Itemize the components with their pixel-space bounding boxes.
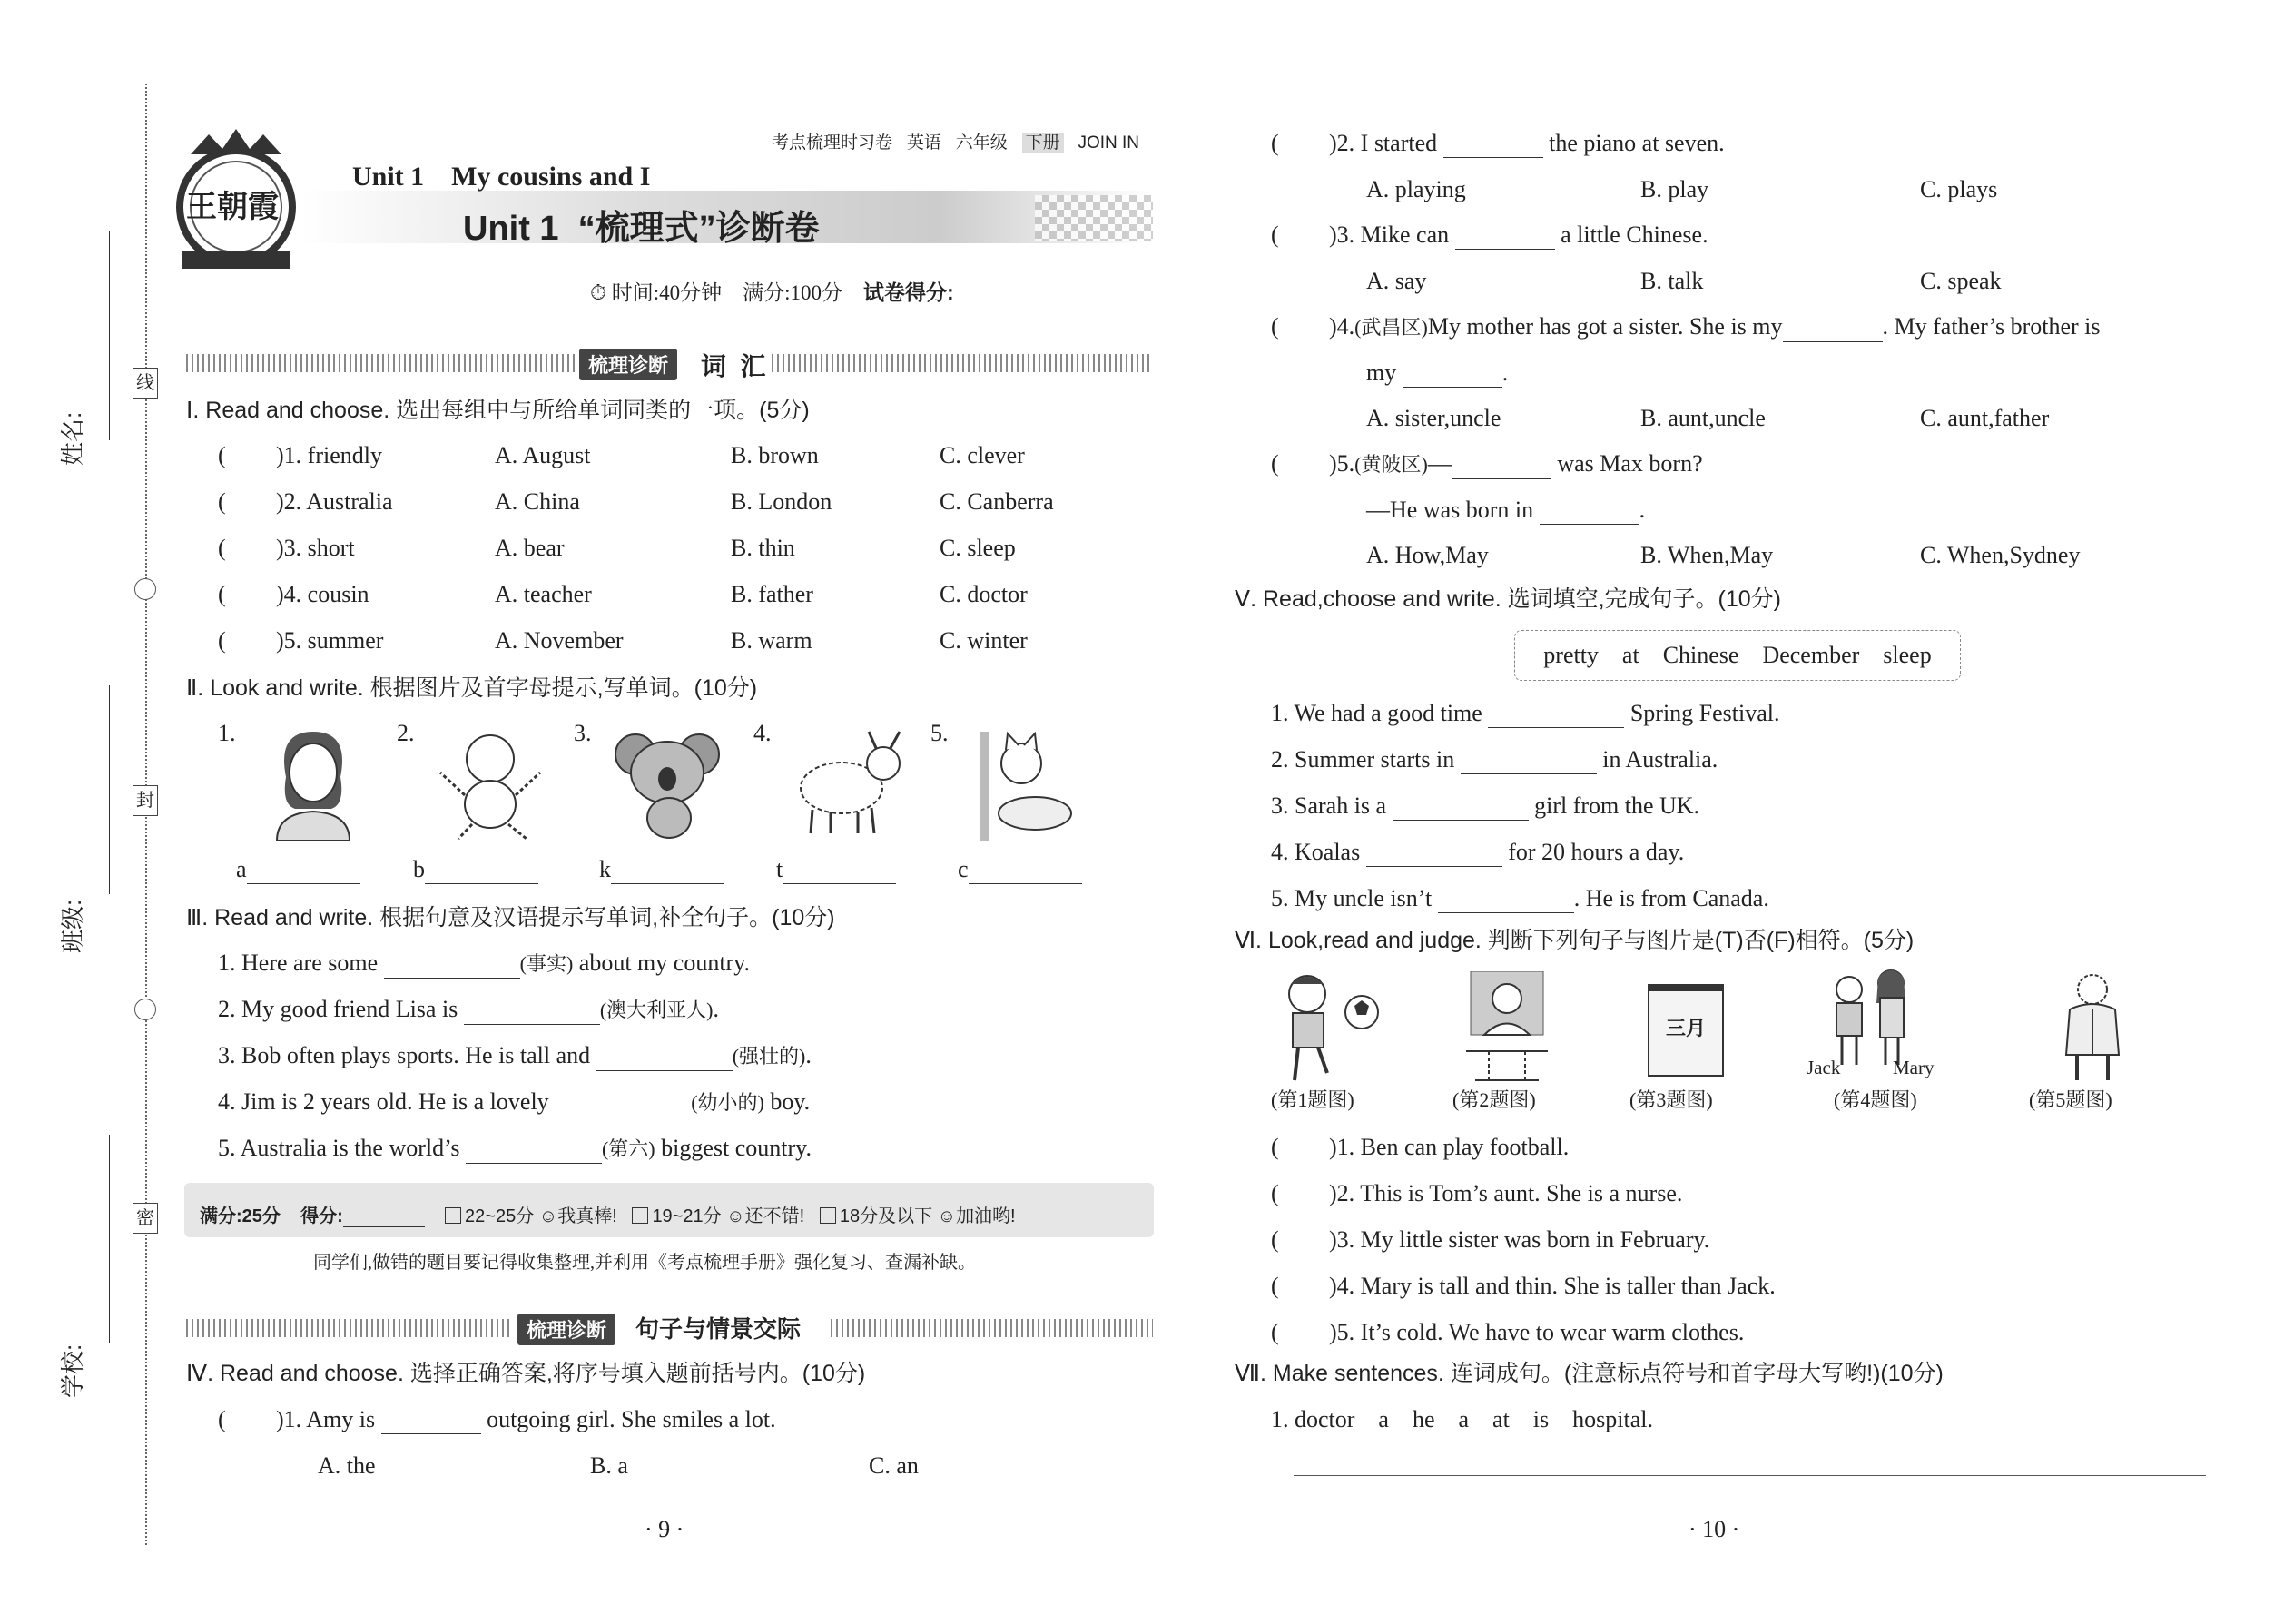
q6-caption: (第3题图): [1629, 1088, 1713, 1111]
answer-blank[interactable]: [1488, 705, 1624, 728]
q6-caption: (第4题图): [1834, 1088, 1917, 1111]
q6-item: ( )2. This is Tom’s aunt. She is a nurse.: [1271, 1180, 1683, 1206]
q6-caption: (第2题图): [1452, 1088, 1536, 1111]
q6-pictures: [1253, 971, 2161, 1117]
series-name: 考点梳理时习卷: [772, 133, 893, 153]
q6-item: ( )4. Mary is tall and thin. She is taller than Jack.: [1271, 1273, 1776, 1299]
smiley-icon: ☺: [726, 1206, 745, 1226]
q1-option: C. Canberra: [940, 488, 1054, 515]
answer-paren[interactable]: (: [218, 442, 226, 468]
q3-item: 2. My good friend Lisa is (澳大利亚人).: [218, 995, 719, 1025]
bar-full: 满分:25分: [200, 1206, 281, 1226]
q1-option: A. bear: [495, 535, 565, 561]
q4-option: A. How,May: [1366, 542, 1489, 568]
q2-blank[interactable]: t: [776, 855, 896, 884]
bar-score: 得分:: [300, 1206, 343, 1226]
q4-option: A. sister,uncle: [1366, 405, 1501, 431]
q3-item: 1. Here are some (事实) about my country.: [218, 949, 750, 979]
q5-item: 4. Koalas for 20 hours a day.: [1271, 839, 1685, 865]
school-field[interactable]: [54, 1135, 136, 1407]
q2-num: 3.: [574, 720, 592, 746]
q3-item: 4. Jim is 2 years old. He is a lovely (幼小的) boy.: [218, 1088, 810, 1117]
q1-option: A. August: [495, 442, 591, 468]
grade: 六年级: [955, 133, 1008, 153]
q1-option: B. father: [731, 581, 813, 607]
answer-blank[interactable]: [1455, 227, 1555, 250]
banner-right-1: [772, 354, 1153, 372]
answer-paren[interactable]: (: [1271, 1226, 1279, 1253]
q2-blank[interactable]: k: [599, 855, 724, 884]
q6-item: ( )5. It’s cold. We have to wear warm clothes.: [1271, 1319, 1745, 1345]
q4-option: B. play: [1640, 176, 1709, 202]
q2-num: 2.: [397, 720, 415, 746]
q2-num: 1.: [218, 720, 236, 746]
q3-item: 3. Bob often plays sports. He is tall and (强壮的).: [218, 1041, 812, 1071]
q1-option: C. winter: [940, 627, 1028, 654]
checkbox-opt3[interactable]: [820, 1207, 836, 1224]
q4-option: C. aunt,father: [1920, 405, 2050, 431]
q4-option: A. playing: [1366, 176, 1466, 202]
q1-option: B. warm: [731, 627, 812, 654]
q4-item-4: ( )4.(武昌区)My mother has got a sister. She is my . My father’s brother is: [1271, 312, 2101, 342]
answer-paren[interactable]: (: [1271, 1134, 1279, 1160]
cat-picture-icon: [962, 723, 1089, 841]
answer-blank[interactable]: [1443, 135, 1543, 158]
q4-item-5-line2: —He was born in .: [1366, 497, 1646, 523]
koala-picture-icon: [604, 723, 731, 841]
q4-item-3: ( )3. Mike can a little Chinese.: [1271, 221, 1708, 248]
answer-paren[interactable]: (: [1271, 313, 1279, 340]
boy-football-picture-icon: [1271, 971, 1389, 1085]
answer-paren[interactable]: (: [1271, 1319, 1279, 1345]
q4-option: C. an: [869, 1452, 919, 1479]
q2-num: 4.: [753, 720, 772, 746]
answer-paren[interactable]: (: [1271, 1273, 1279, 1299]
time-limit: 时间:40分钟: [611, 281, 723, 304]
answer-paren[interactable]: (: [1271, 221, 1279, 248]
q4-item-2: ( )2. I started the piano at seven.: [1271, 130, 1725, 156]
name-field[interactable]: [54, 231, 136, 504]
page-title: Unit 1 “梳理式”诊断卷: [463, 210, 820, 248]
answer-paren[interactable]: (: [218, 581, 226, 607]
edition: JOIN IN: [1078, 133, 1139, 153]
q2-num: 5.: [930, 720, 949, 746]
checkbox-opt1[interactable]: [445, 1207, 461, 1224]
name-label: 姓名:: [59, 411, 86, 466]
aunt-picture-icon: [250, 723, 377, 841]
q6-caption: (第5题图): [2029, 1088, 2112, 1111]
section-title-sentences: 句子与情景交际: [635, 1315, 802, 1343]
answer-blank[interactable]: [1403, 365, 1502, 388]
q4-option: C. plays: [1920, 176, 1998, 202]
class-field[interactable]: [54, 685, 136, 958]
q1-option: C. clever: [940, 442, 1025, 468]
q2-blank[interactable]: b: [413, 855, 538, 884]
banner-right-2: [831, 1319, 1153, 1337]
q7-item: 1. doctor a he a at is hospital.: [1271, 1406, 1653, 1432]
q5-title: Ⅴ. Read,choose and write. 选词填空,完成句子。(10分): [1235, 586, 1782, 612]
calendar-picture-icon: [1648, 984, 1724, 1077]
answer-blank[interactable]: [1452, 457, 1551, 479]
q5-item: 2. Summer starts in in Australia.: [1271, 746, 1718, 773]
q4-option: B. a: [590, 1452, 628, 1479]
nurse-picture-icon: [1457, 971, 1557, 1085]
clock-icon: ⏱: [590, 281, 606, 304]
series-info: [772, 129, 1139, 153]
banner-left-2: [186, 1319, 513, 1337]
review-note: 同学们,做错的题目要记得收集整理,并利用《考点梳理手册》强化复习、查漏补缺。: [313, 1253, 976, 1273]
answer-blank[interactable]: [1540, 502, 1639, 525]
seal-feng: 封: [133, 785, 158, 816]
section-tag-2: 梳理诊断: [517, 1314, 615, 1345]
answer-blank[interactable]: [555, 1095, 691, 1117]
seal-mi: 密: [133, 1203, 158, 1234]
q1-option: C. sleep: [940, 535, 1016, 561]
binding-circle-2: [134, 999, 156, 1020]
q1-option: C. doctor: [940, 581, 1028, 607]
q1-option: A. teacher: [495, 581, 592, 607]
q5-item: 3. Sarah is a girl from the UK.: [1271, 792, 1700, 819]
toy-ox-picture-icon: [785, 723, 912, 841]
section-title-vocab: 词 汇: [701, 352, 766, 380]
q6-item: ( )3. My little sister was born in February.: [1271, 1226, 1710, 1253]
q1-title: Ⅰ. Read and choose. 选出每组中与所给单词同类的一项。(5分): [186, 398, 810, 423]
banner-left-1: [186, 354, 576, 372]
q4-option: C. speak: [1920, 268, 2002, 294]
word-box: pretty at Chinese December sleep: [1514, 630, 1961, 681]
exam-info: [590, 276, 954, 306]
answer-blank[interactable]: [381, 1412, 481, 1434]
q2-title: Ⅱ. Look and write. 根据图片及首字母提示,写单词。(10分): [186, 675, 758, 701]
answer-blank[interactable]: [384, 956, 520, 979]
subject: 英语: [906, 133, 941, 153]
page-number-left: · 9 ·: [645, 1516, 684, 1542]
q1-item: ( )4. cousin: [218, 581, 369, 607]
answer-blank[interactable]: [596, 1048, 733, 1071]
seal-xian: 线: [133, 368, 158, 399]
bar-score-input[interactable]: [343, 1210, 425, 1227]
answer-paren[interactable]: (: [218, 488, 226, 515]
coat-picture-icon: [2052, 971, 2133, 1085]
smiley-icon: ☺: [538, 1206, 558, 1226]
q1-option: A. November: [495, 627, 624, 654]
jack-label: Jack: [1807, 1057, 1841, 1078]
baby-picture-icon: [427, 723, 554, 841]
header-checker: [1035, 195, 1153, 241]
q1-item: ( )3. short: [218, 535, 355, 561]
q7-answer-line[interactable]: [1294, 1475, 2206, 1476]
jack-mary-picture-icon: [1820, 967, 1920, 1067]
smiley-icon: ☺: [937, 1206, 957, 1226]
q3-item: 5. Australia is the world’s (第六) biggest country.: [218, 1134, 812, 1164]
q4-option: A. the: [318, 1452, 376, 1479]
logo-text: 王朝霞: [186, 189, 279, 225]
answer-paren[interactable]: (: [218, 535, 226, 561]
answer-paren[interactable]: (: [218, 627, 226, 654]
full-marks: 满分:100分: [743, 281, 842, 304]
q1-option: A. China: [495, 488, 580, 515]
answer-paren[interactable]: (: [1271, 1180, 1279, 1206]
q3-title: Ⅲ. Read and write. 根据句意及汉语提示写单词,补全句子。(10分): [186, 905, 835, 930]
answer-blank[interactable]: [1438, 891, 1574, 913]
binding-circle-1: [134, 578, 156, 600]
calendar-month: 三月: [1665, 1018, 1706, 1040]
answer-paren[interactable]: (: [218, 1406, 226, 1432]
class-label: 班级:: [59, 899, 86, 953]
q1-item: ( )5. summer: [218, 627, 384, 654]
q6-item: ( )1. Ben can play football.: [1271, 1134, 1570, 1160]
checkbox-opt2[interactable]: [632, 1207, 648, 1224]
answer-blank[interactable]: [464, 1002, 600, 1025]
answer-blank[interactable]: [1393, 798, 1529, 821]
school-label: 学校:: [59, 1343, 86, 1398]
q4-option: C. When,Sydney: [1920, 542, 2081, 568]
q6-caption: (第1题图): [1271, 1088, 1354, 1111]
q2-blank[interactable]: c: [958, 855, 1082, 884]
q4-option: A. say: [1366, 268, 1427, 294]
answer-blank[interactable]: [1461, 752, 1597, 774]
answer-blank[interactable]: [1366, 844, 1502, 867]
q5-item: 5. My uncle isn’t . He is from Canada.: [1271, 885, 1769, 911]
score-input[interactable]: [1021, 278, 1153, 300]
answer-blank[interactable]: [466, 1141, 602, 1164]
score-label: 试卷得分:: [862, 281, 954, 304]
section-tag-1: 梳理诊断: [579, 349, 677, 380]
q7-title: Ⅶ. Make sentences. 连词成句。(注意标点符号和首字母大写哟!)(10分): [1235, 1361, 1944, 1386]
q2-blank[interactable]: a: [236, 855, 360, 884]
q4-option: B. When,May: [1640, 542, 1774, 568]
q4-option: B. talk: [1640, 268, 1704, 294]
answer-paren[interactable]: (: [1271, 450, 1279, 477]
q1-option: B. brown: [731, 442, 819, 468]
q4-item-5: ( )5.(黄陂区)— was Max born?: [1271, 449, 1703, 479]
q1-option: B. thin: [731, 535, 795, 561]
answer-paren[interactable]: (: [1271, 130, 1279, 156]
q1-item: ( )1. friendly: [218, 442, 382, 468]
q6-title: Ⅵ. Look,read and judge. 判断下列句子与图片是(T)否(F)相符。(5分): [1235, 928, 1915, 953]
q1-option: B. London: [731, 488, 832, 515]
unit-line: Unit 1 My cousins and I: [352, 162, 651, 192]
q5-item: 1. We had a good time Spring Festival.: [1271, 700, 1780, 726]
answer-blank[interactable]: [1783, 320, 1883, 342]
score-bar-content: 满分:25分 得分: 22~25分 ☺我真棒! 19~21分 ☺还不错! 18分及以下 ☺加油哟!: [200, 1206, 1016, 1226]
q4-option: B. aunt,uncle: [1640, 405, 1766, 431]
q4-title: Ⅳ. Read and choose. 选择正确答案,将序号填入题前括号内。(10分): [186, 1361, 866, 1386]
page-number-right: · 10 ·: [1689, 1516, 1740, 1542]
q2-pictures: [218, 719, 1162, 901]
q4-item-4-line2: my .: [1366, 359, 1509, 386]
mary-label: Mary: [1893, 1057, 1935, 1078]
q1-item: ( )2. Australia: [218, 488, 393, 515]
q4-item-1: ( )1. Amy is outgoing girl. She smiles a lot.: [218, 1406, 776, 1432]
term: 下册: [1022, 133, 1064, 153]
